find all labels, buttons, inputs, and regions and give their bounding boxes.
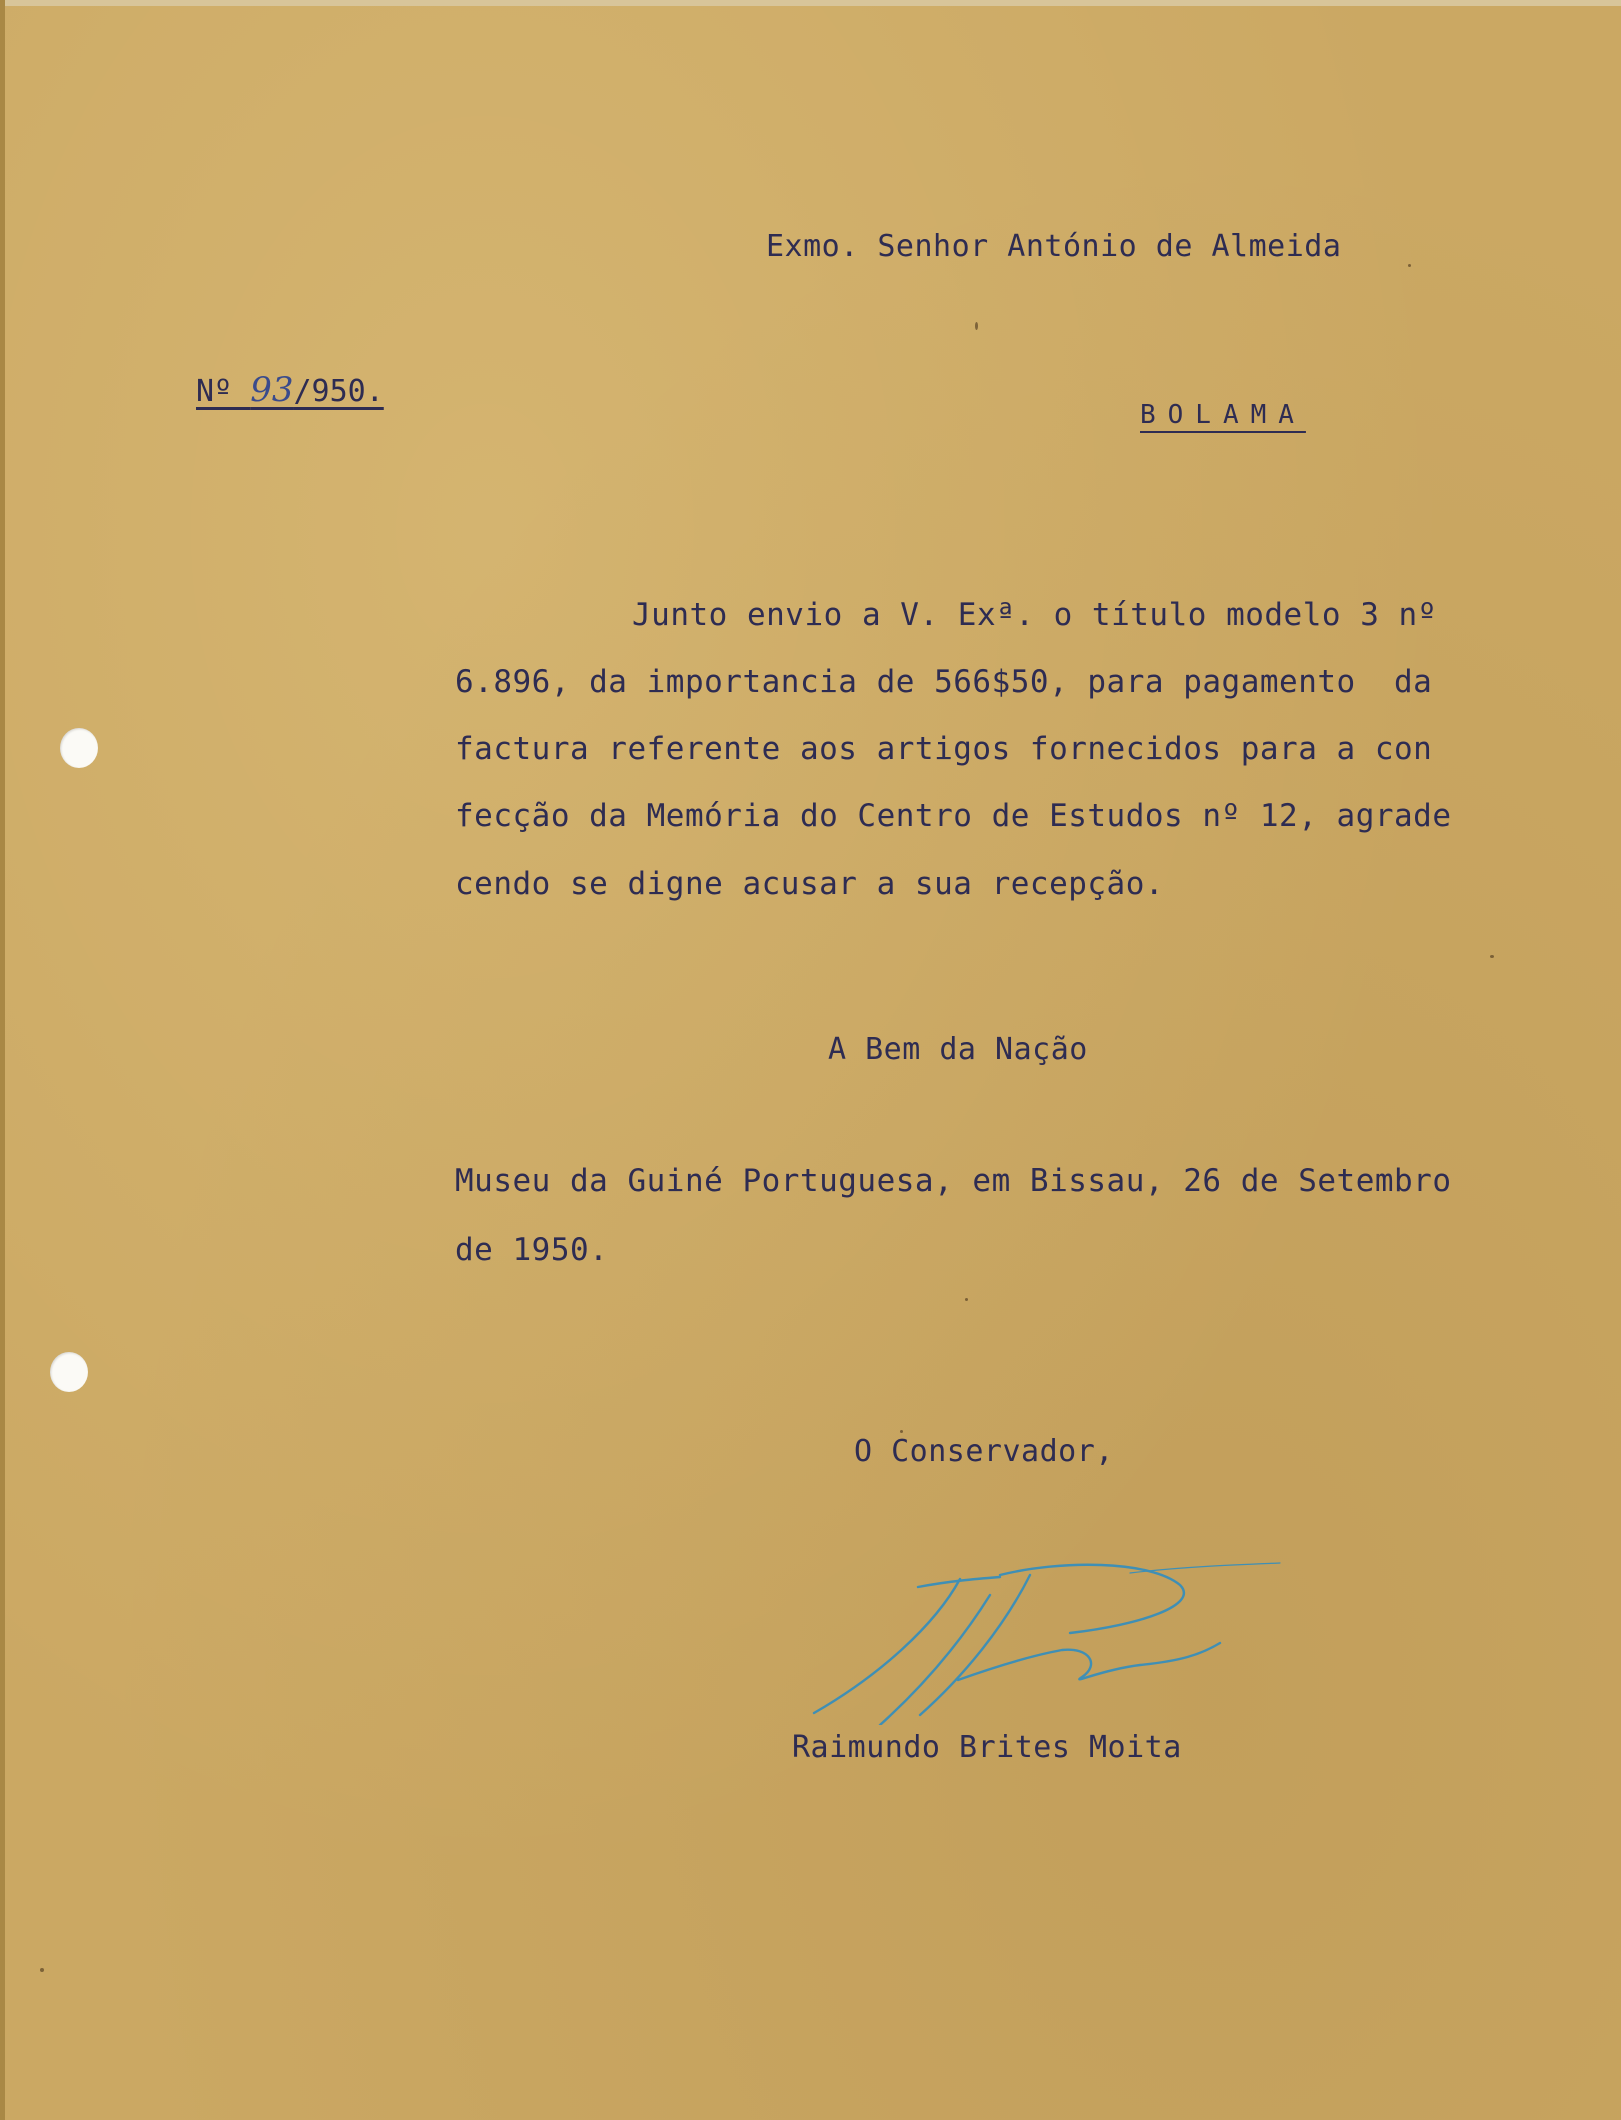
- paper-edge-left: [0, 0, 5, 2120]
- body-line: cendo se digne acusar a sua recepção.: [455, 866, 1165, 902]
- paper-edge-top: [0, 0, 1621, 6]
- place-date-line: de 1950.: [455, 1232, 609, 1268]
- punch-hole-top: [60, 728, 98, 768]
- addressee-line: Exmo. Senhor António de Almeida: [766, 229, 1342, 264]
- place-date-line: Museu da Guiné Portuguesa, em Bissau, 26 de Setembro: [455, 1163, 1452, 1199]
- reference-prefix: Nº: [196, 374, 251, 409]
- paper-speck: [900, 1430, 903, 1433]
- body-line: factura referente aos artigos fornecidos para a con: [455, 731, 1433, 767]
- reference-number: [196, 370, 384, 410]
- paper-speck: [1490, 955, 1494, 958]
- reference-number-handwritten: 93: [250, 370, 294, 410]
- body-line: fecção da Memória do Centro de Estudos nº 12, agrade: [455, 798, 1452, 834]
- punch-hole-bottom: [50, 1352, 88, 1392]
- closing-salutation: A Bem da Nação: [828, 1032, 1088, 1067]
- body-line: Junto envio a V. Exª. o título modelo 3 nº: [632, 597, 1437, 633]
- signatory-name: Raimundo Brites Moita: [792, 1730, 1182, 1765]
- paper-speck: [1408, 264, 1411, 267]
- reference-year: /950.: [293, 374, 384, 409]
- paper-speck: [40, 1968, 44, 1972]
- body-line: 6.896, da importancia de 566$50, para pagamento da: [455, 664, 1433, 700]
- paper-speck: [965, 1298, 968, 1301]
- handwritten-signature: [800, 1555, 1290, 1725]
- paper-speck: [975, 322, 978, 330]
- destination-heading: BOLAMA: [1140, 400, 1306, 430]
- signatory-title: O Conservador,: [854, 1434, 1114, 1469]
